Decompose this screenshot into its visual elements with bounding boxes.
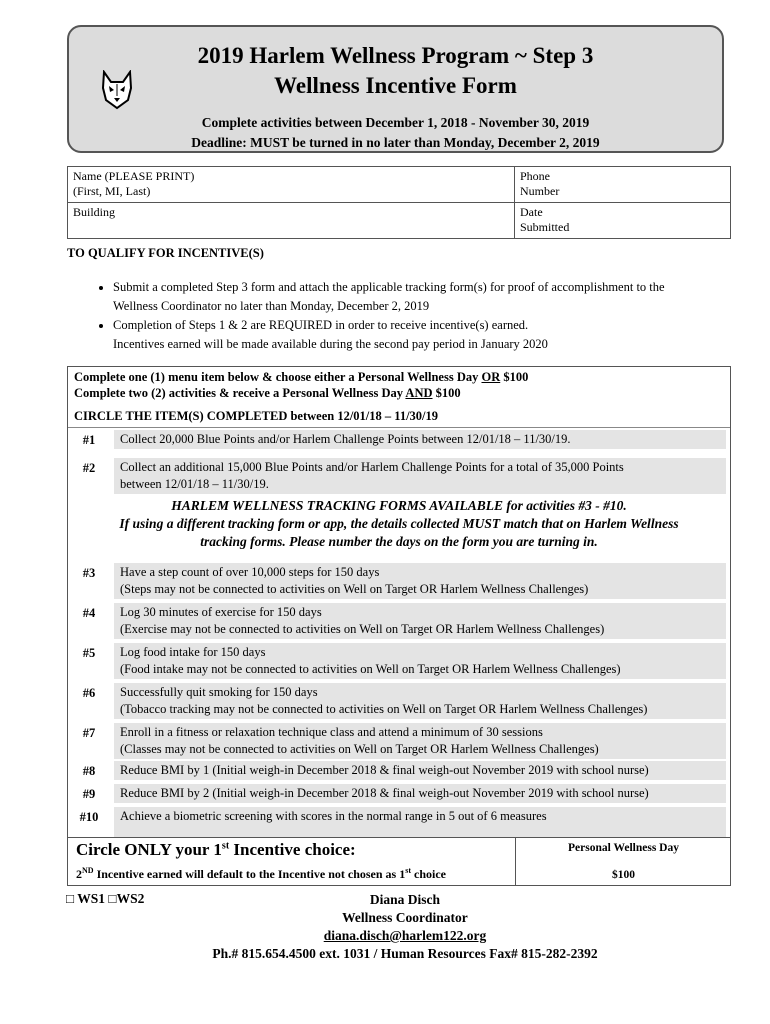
ws-checkboxes[interactable]: □ WS1 □WS2 bbox=[66, 891, 145, 906]
menu-item-number: #6 bbox=[82, 686, 96, 700]
activity-dates: Complete activities between December 1, 2018 - November 30, 2019 bbox=[201, 115, 590, 130]
option-personal-wellness-day[interactable]: Personal Wellness Day bbox=[568, 842, 679, 854]
menu-item-row[interactable] bbox=[68, 563, 730, 599]
menu-item-number: #4 bbox=[82, 606, 96, 620]
menu-item-row[interactable] bbox=[68, 761, 730, 780]
coordinator-role: Wellness Coordinator bbox=[342, 910, 468, 925]
menu-item-line: (Classes may not be connected to activities on Well on Target OR Harlem Wellness Challenges) bbox=[120, 742, 599, 756]
menu-item-line: (Food intake may not be connected to activities on Well on Target OR Harlem Wellness Challenges) bbox=[120, 662, 621, 676]
menu-item-text bbox=[114, 430, 726, 449]
incentive-default-note: 2ND Incentive earned will default to the Incentive not chosen as 1st choice bbox=[76, 866, 446, 881]
tracking-notice: HARLEM WELLNESS TRACKING FORMS AVAILABLE for activities #3 - #10. If using a different tracking form or app, the details collected MUST match that on Harlem Wellness tracking forms. Please number the days on the form you are turning in. bbox=[119, 498, 679, 549]
menu-item-line: Reduce BMI by 1 (Initial weigh-in December 2018 & final weigh-out November 2019 with school nurse) bbox=[120, 763, 649, 777]
menu-item-row[interactable] bbox=[68, 603, 730, 639]
phone-field[interactable]: Phone Number bbox=[515, 167, 731, 203]
menu-item-row[interactable] bbox=[68, 458, 730, 494]
list-item: • Completion of Steps 1 & 2 are REQUIRED in order to receive incentive(s) earned. Incentives earned will be made available during the second pay period in January 2020 bbox=[113, 316, 763, 354]
menu-item-line: Have a step count of over 10,000 steps for 150 days bbox=[120, 565, 380, 579]
deadline: Deadline: MUST be turned in no later than Monday, December 2, 2019 bbox=[191, 135, 600, 150]
menu-item-row[interactable] bbox=[68, 784, 730, 803]
menu-item-text bbox=[114, 643, 726, 679]
form-title: Wellness Incentive Form bbox=[274, 73, 517, 98]
menu-item-row[interactable] bbox=[68, 807, 730, 837]
header-box bbox=[67, 25, 724, 153]
option-100-dollars[interactable]: $100 bbox=[612, 869, 635, 881]
menu-item-number: #9 bbox=[82, 787, 96, 801]
coordinator-name: Diana Disch bbox=[369, 892, 441, 907]
menu-item-line: Collect 20,000 Blue Points and/or Harlem Challenge Points between 12/01/18 – 11/30/19. bbox=[120, 432, 571, 446]
menu-item-line: Enroll in a fitness or relaxation technique class and attend a minimum of 30 sessions bbox=[120, 725, 543, 739]
menu-item-number: #7 bbox=[82, 726, 96, 740]
menu-item-row[interactable] bbox=[68, 683, 730, 719]
menu-item-text bbox=[114, 458, 726, 494]
menu-item-line: Reduce BMI by 2 (Initial weigh-in December 2018 & final weigh-out November 2019 with school nurse) bbox=[120, 786, 649, 800]
husky-logo-icon bbox=[100, 70, 134, 110]
menu-item-row[interactable] bbox=[68, 430, 730, 449]
menu-item-line: (Tobacco tracking may not be connected to activities on Well on Target OR Harlem Wellness Challenges) bbox=[120, 702, 648, 716]
menu-item-line: Achieve a biometric screening with scores in the normal range in 5 out of 6 measures bbox=[120, 809, 547, 823]
contact-phone: Ph.# 815.654.4500 ext. 1031 / Human Resources Fax# 815-282-2392 bbox=[212, 946, 598, 961]
divider bbox=[68, 427, 730, 428]
menu-item-line: Collect an additional 15,000 Blue Points and/or Harlem Challenge Points for a total of 35,000 Points bbox=[120, 460, 624, 474]
menu-item-text bbox=[114, 683, 726, 719]
menu-table bbox=[67, 366, 731, 838]
menu-item-number: #8 bbox=[82, 764, 96, 778]
menu-item-line: (Exercise may not be connected to activities on Well on Target OR Harlem Wellness Challenges) bbox=[120, 622, 605, 636]
coordinator-email[interactable]: diana.disch@harlem122.org bbox=[323, 928, 487, 943]
menu-item-text bbox=[114, 784, 726, 803]
menu-item-text bbox=[114, 807, 726, 837]
list-item: • Submit a completed Step 3 form and attach the applicable tracking form(s) for proof of accomplishment to the Wellness Coordinator no later than Monday, December 2, 2019 bbox=[113, 278, 763, 316]
incentive-choice-box bbox=[67, 838, 731, 886]
info-table bbox=[67, 166, 731, 239]
qualify-list bbox=[88, 278, 763, 354]
circle-instruction: CIRCLE THE ITEM(S) COMPLETED between 12/01/18 – 11/30/19 bbox=[74, 409, 439, 423]
page-title: 2019 Harlem Wellness Program ~ Step 3 bbox=[197, 43, 594, 68]
menu-item-number: #5 bbox=[82, 646, 96, 660]
menu-item-number: #3 bbox=[82, 566, 96, 580]
menu-instructions: Complete one (1) menu item below & choose either a Personal Wellness Day OR $100 Complete two (2) activities & receive a Personal Wellness Day AND $100 bbox=[74, 370, 529, 400]
menu-item-line: (Steps may not be connected to activities on Well on Target OR Harlem Wellness Challenges) bbox=[120, 582, 589, 596]
menu-item-text bbox=[114, 723, 726, 759]
menu-item-line: Log food intake for 150 days bbox=[120, 645, 266, 659]
menu-item-text bbox=[114, 563, 726, 599]
menu-item-row[interactable] bbox=[68, 643, 730, 679]
menu-item-text bbox=[114, 603, 726, 639]
qualify-heading: TO QUALIFY FOR INCENTIVE(S) bbox=[67, 246, 264, 260]
menu-item-number: #2 bbox=[82, 461, 96, 475]
menu-item-line: Successfully quit smoking for 150 days bbox=[120, 685, 318, 699]
menu-item-number: #1 bbox=[82, 433, 96, 447]
incentive-choice-heading: Circle ONLY your 1st Incentive choice: bbox=[76, 840, 356, 859]
date-field[interactable]: Date Submitted bbox=[515, 203, 731, 239]
menu-item-text bbox=[114, 761, 726, 780]
building-field[interactable]: Building bbox=[68, 203, 515, 239]
menu-item-number: #10 bbox=[79, 810, 99, 824]
name-field[interactable]: Name (PLEASE PRINT) (First, MI, Last) bbox=[68, 167, 515, 203]
menu-item-line: between 12/01/18 – 11/30/19. bbox=[120, 477, 269, 491]
menu-item-row[interactable] bbox=[68, 723, 730, 759]
menu-item-line: Log 30 minutes of exercise for 150 days bbox=[120, 605, 322, 619]
